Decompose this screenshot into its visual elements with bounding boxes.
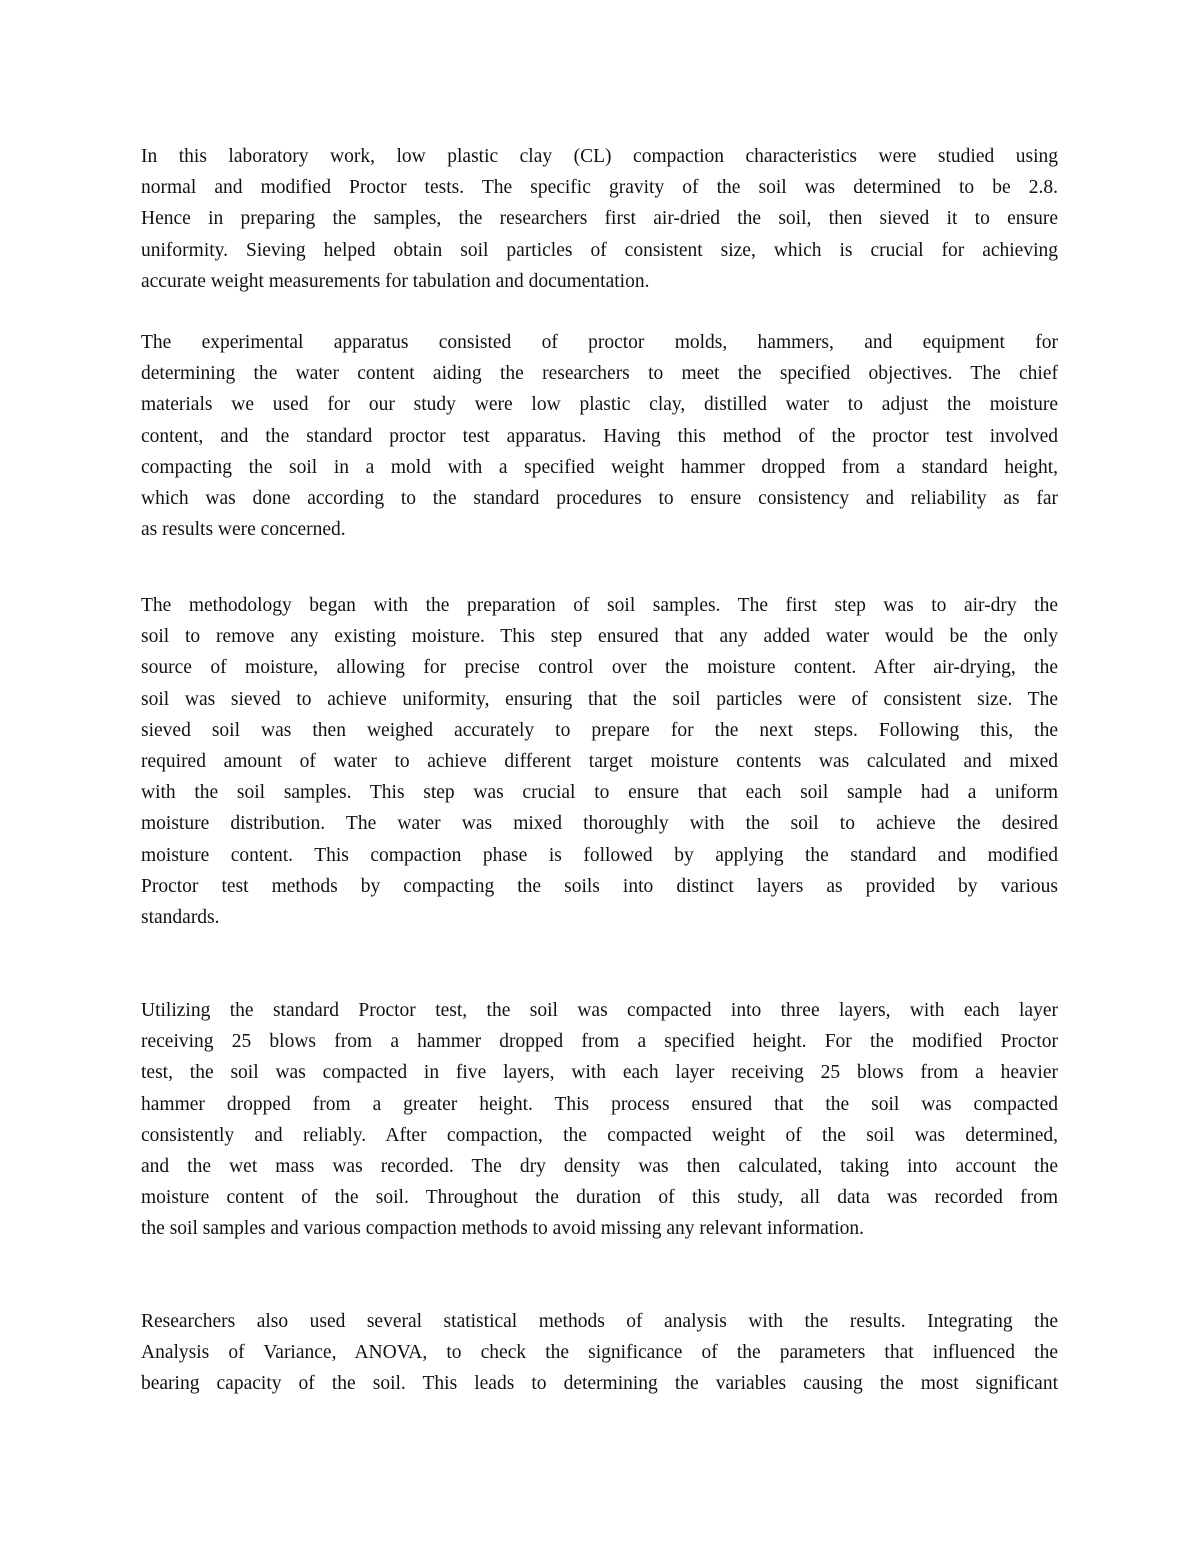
text-line: and the wet mass was recorded. The dry density was then calculated, taking into account the bbox=[141, 1155, 1058, 1177]
text-line: Proctor test methods by compacting the soils into distinct layers as provided by various bbox=[141, 875, 1058, 897]
text-line: soil was sieved to achieve uniformity, ensuring that the soil particles were of consistent size. The bbox=[141, 688, 1058, 710]
text-line: sieved soil was then weighed accurately to prepare for the next steps. Following this, the bbox=[141, 719, 1058, 741]
text-line: moisture distribution. The water was mixed thoroughly with the soil to achieve the desired bbox=[141, 813, 1058, 835]
text-line: accurate weight measurements for tabulation and documentation. bbox=[141, 270, 650, 292]
paragraph-4 bbox=[141, 995, 1058, 1245]
text-line: with the soil samples. This step was crucial to ensure that each soil sample had a uniform bbox=[141, 782, 1058, 804]
text-line: hammer dropped from a greater height. This process ensured that the soil was compacted bbox=[141, 1093, 1058, 1115]
paragraph-5 bbox=[141, 1306, 1058, 1400]
text-line: test, the soil was compacted in five layers, with each layer receiving 25 blows from a heavier bbox=[141, 1062, 1058, 1084]
paragraph-3 bbox=[141, 590, 1058, 933]
text-line: The methodology began with the preparation of soil samples. The first step was to air-dry the bbox=[141, 595, 1058, 616]
text-line: compacting the soil in a mold with a specified weight hammer dropped from a standard height, bbox=[141, 456, 1058, 478]
text-line: determining the water content aiding the researchers to meet the specified objectives. The chief bbox=[141, 363, 1058, 385]
text-line: Researchers also used several statistical methods of analysis with the results. Integrating the bbox=[141, 1311, 1058, 1332]
text-line: required amount of water to achieve different target moisture contents was calculated and mixed bbox=[141, 750, 1058, 772]
text-line: consistently and reliably. After compaction, the compacted weight of the soil was determined, bbox=[141, 1124, 1058, 1146]
text-line: content, and the standard proctor test apparatus. Having this method of the proctor test involved bbox=[141, 425, 1058, 447]
text-line: materials we used for our study were low plastic clay, distilled water to adjust the moisture bbox=[141, 394, 1058, 416]
text-line: soil to remove any existing moisture. This step ensured that any added water would be the only bbox=[141, 626, 1058, 648]
text-line: uniformity. Sieving helped obtain soil particles of consistent size, which is crucial for achieving bbox=[141, 239, 1058, 261]
text-line: Hence in preparing the samples, the researchers first air-dried the soil, then sieved it to ensure bbox=[141, 208, 1058, 230]
text-line: source of moisture, allowing for precise control over the moisture content. After air-drying, the bbox=[141, 657, 1058, 679]
text-line: the soil samples and various compaction methods to avoid missing any relevant information. bbox=[141, 1218, 864, 1240]
text-line: as results were concerned. bbox=[141, 519, 346, 541]
text-line: Utilizing the standard Proctor test, the soil was compacted into three layers, with each layer bbox=[141, 1000, 1058, 1021]
text-line: normal and modified Proctor tests. The specific gravity of the soil was determined to be 2.8. bbox=[141, 177, 1058, 199]
text-line: bearing capacity of the soil. This leads to determining the variables causing the most significant bbox=[141, 1373, 1058, 1395]
text-line: which was done according to the standard procedures to ensure consistency and reliability as far bbox=[141, 487, 1058, 509]
paragraph-1 bbox=[141, 141, 1058, 297]
text-line: moisture content. This compaction phase is followed by applying the standard and modified bbox=[141, 844, 1058, 866]
paragraph-2 bbox=[141, 327, 1058, 545]
text-line: standards. bbox=[141, 906, 220, 928]
text-line: receiving 25 blows from a hammer dropped from a specified height. For the modified Proctor bbox=[141, 1031, 1058, 1053]
text-line: In this laboratory work, low plastic clay (CL) compaction characteristics were studied using bbox=[141, 146, 1058, 167]
text-line: Analysis of Variance, ANOVA, to check the significance of the parameters that influenced the bbox=[141, 1342, 1058, 1364]
text-line: The experimental apparatus consisted of proctor molds, hammers, and equipment for bbox=[141, 332, 1058, 353]
text-line: moisture content of the soil. Throughout the duration of this study, all data was recorded from bbox=[141, 1187, 1058, 1209]
